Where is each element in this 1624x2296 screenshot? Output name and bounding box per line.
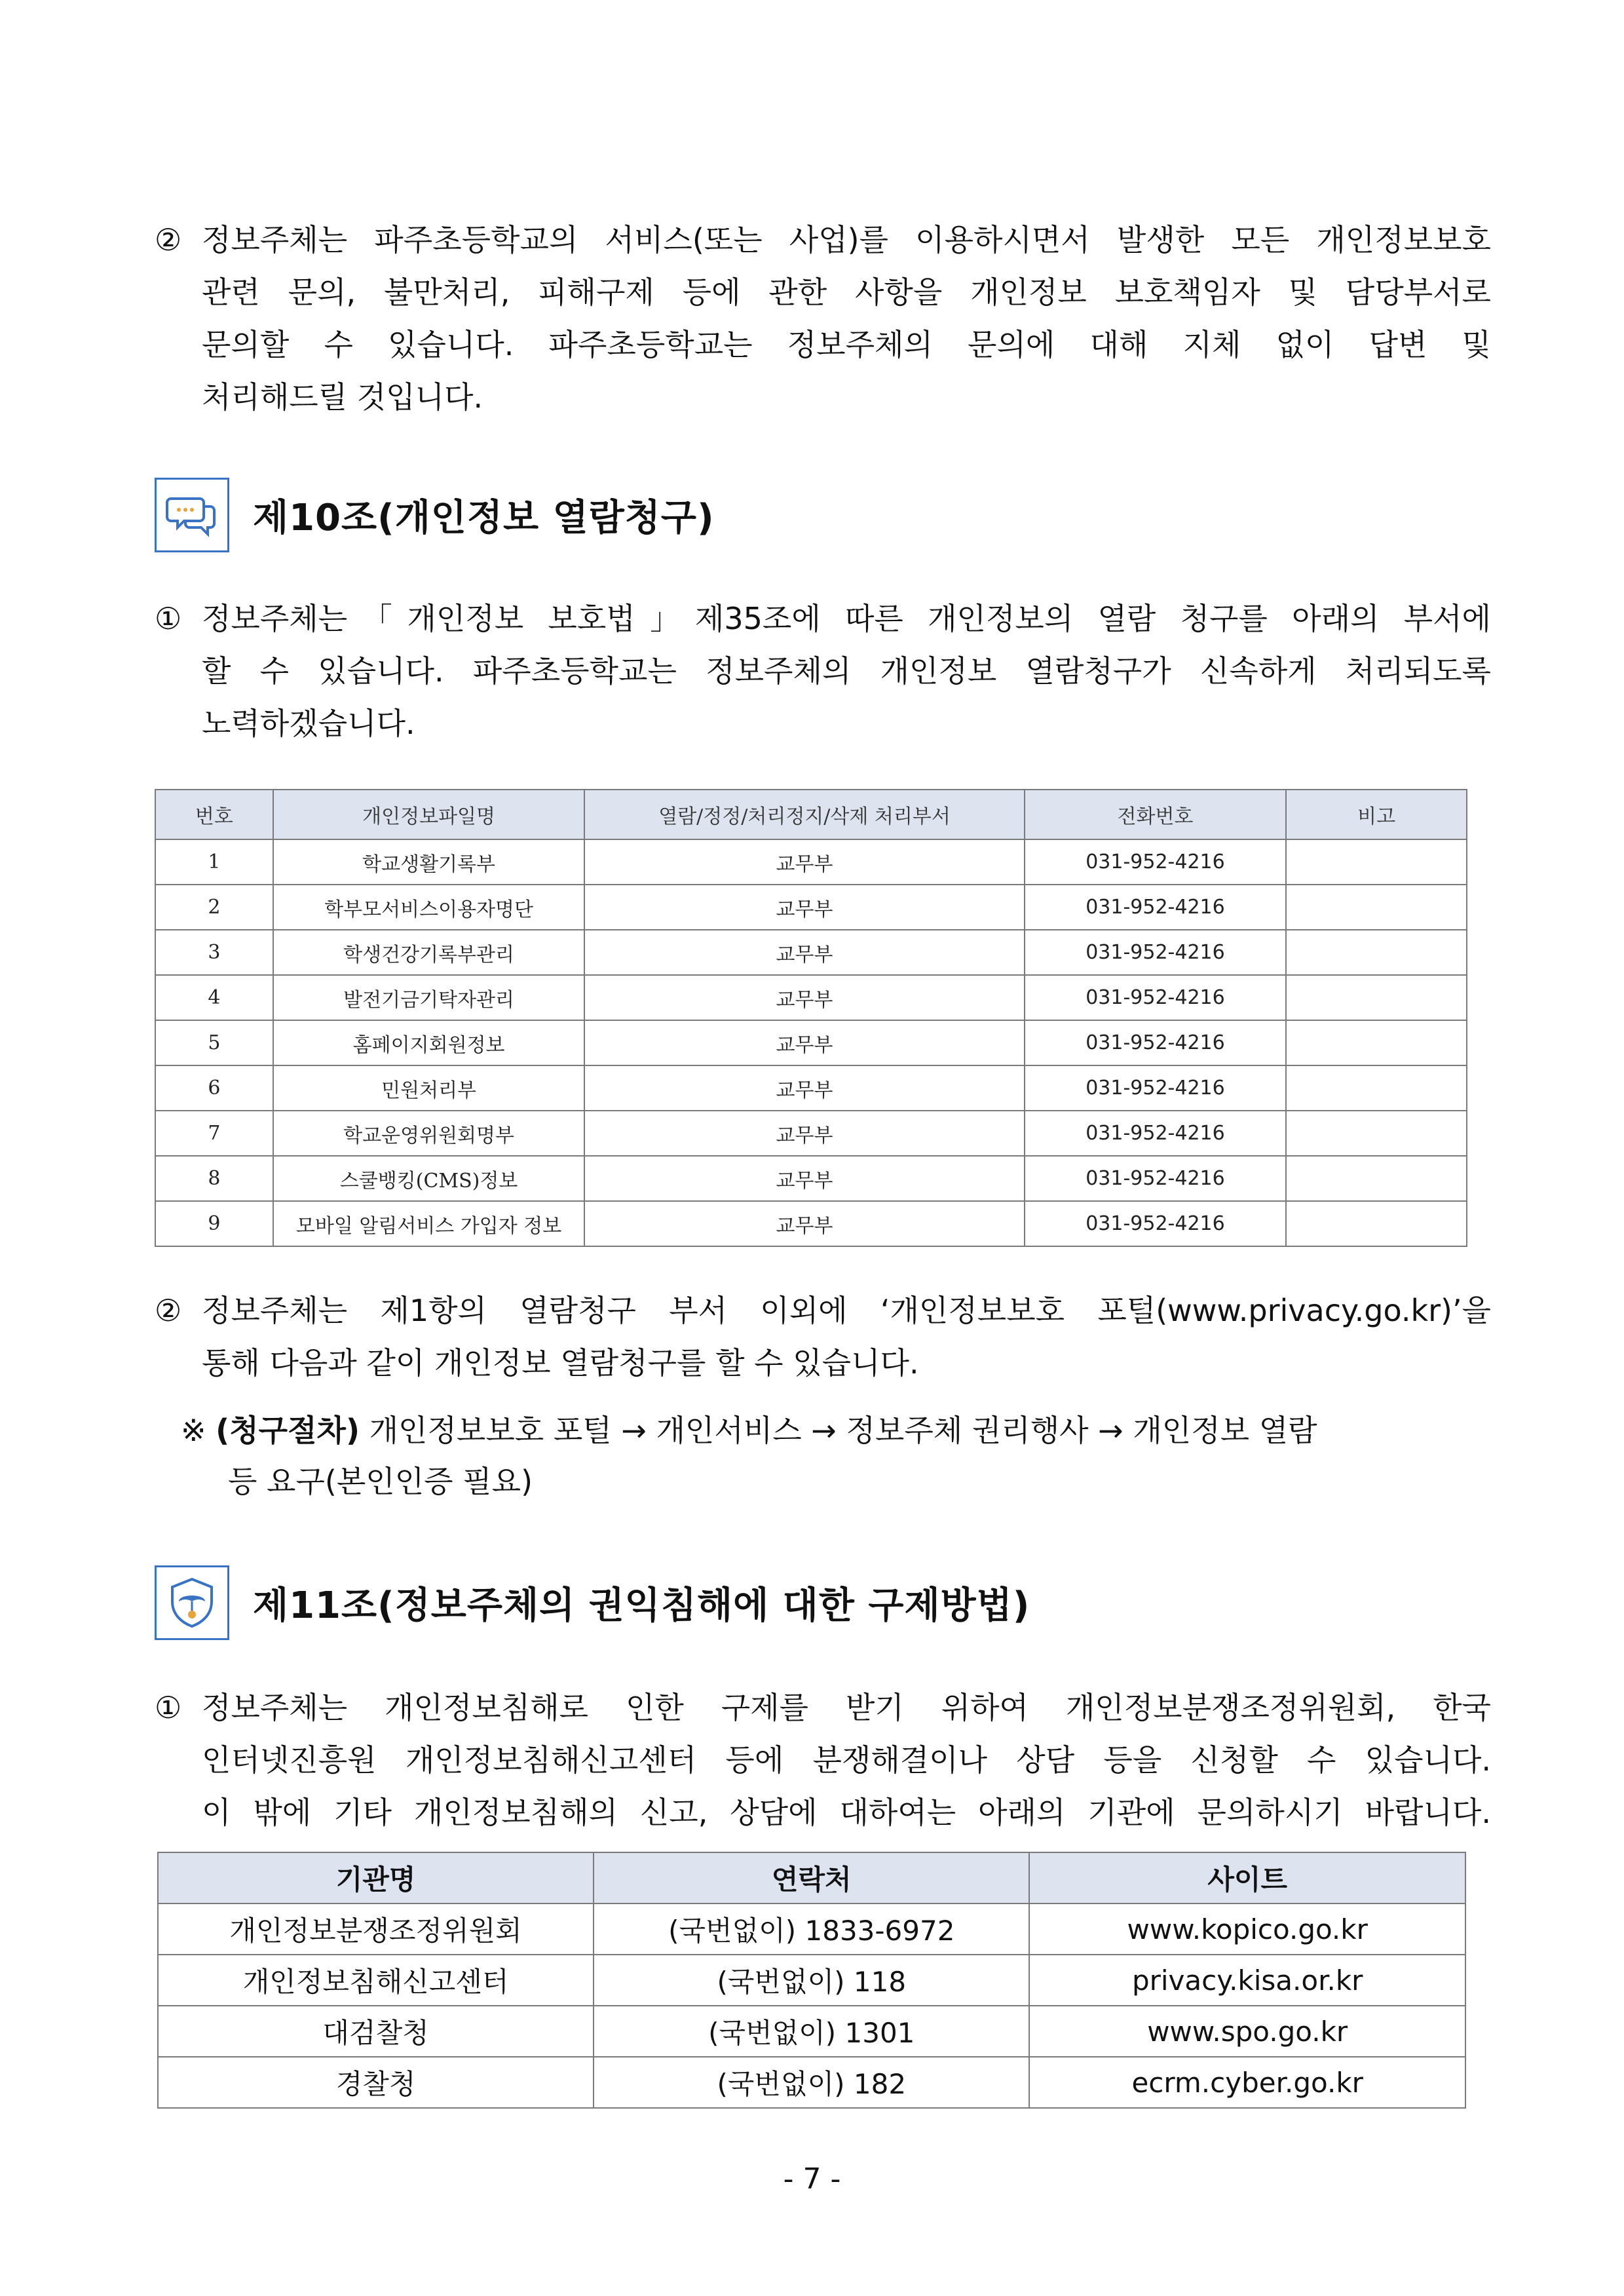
cell-remarks <box>1286 1020 1467 1065</box>
header-agency: 기관명 <box>158 1852 594 1904</box>
paragraph-line: 정보주체는「개인정보 보호법」제35조에 따른 개인정보의 열람 청구를 아래의 부서에 <box>202 601 1491 636</box>
cell-number: 7 <box>155 1111 273 1156</box>
cell-department: 교무부 <box>584 930 1024 975</box>
article10-heading <box>155 476 715 554</box>
cell-phone: 031-952-4216 <box>1025 1020 1287 1065</box>
request-procedure-note <box>181 1405 1491 1507</box>
cell-agency: 개인정보침해신고센터 <box>158 1955 594 2006</box>
header-remarks: 비고 <box>1286 790 1467 839</box>
cell-contact: (국번없이) 182 <box>594 2057 1029 2108</box>
cell-department: 교무부 <box>584 839 1024 885</box>
cell-number: 2 <box>155 885 273 930</box>
cell-file-name: 학생건강기록부관리 <box>273 930 585 975</box>
paragraph-line: 정보주체는 제1항의 열람청구 부서 이외에 ‘개인정보보호 포털(www.privacy.go.kr)’을 <box>202 1293 1491 1328</box>
item-number: ① <box>155 601 182 636</box>
cell-number: 5 <box>155 1020 273 1065</box>
article11-title: 제11조(정보주체의 권익침해에 대한 구제방법) <box>253 1584 1030 1627</box>
cell-remarks <box>1286 1111 1467 1156</box>
paragraph-line: 이 밖에 기타 개인정보침해의 신고, 상담에 대하여는 아래의 기관에 문의하시기 바랍니다. <box>202 1795 1491 1830</box>
table-row <box>155 1201 1467 1246</box>
note-line: 등 요구(본인인증 필요) <box>228 1464 533 1499</box>
paragraph-line: 처리해드릴 것입니다. <box>202 379 483 415</box>
section9-paragraph-2 <box>155 214 1491 423</box>
note-mark: ※ <box>181 1413 206 1448</box>
header-site: 사이트 <box>1029 1852 1465 1904</box>
paragraph-line: 통해 다음과 같이 개인정보 열람청구를 할 수 있습니다. <box>202 1345 919 1381</box>
paragraph-line: 문의할 수 있습니다. 파주초등학교는 정보주체의 문의에 대해 지체 없이 답변 및 <box>202 327 1491 362</box>
article10-paragraph-1 <box>155 592 1491 750</box>
cell-remarks <box>1286 1156 1467 1201</box>
table-row <box>158 2006 1465 2057</box>
cell-department: 교무부 <box>584 1020 1024 1065</box>
article11-paragraph-1 <box>155 1681 1491 1839</box>
cell-file-name: 학부모서비스이용자명단 <box>273 885 585 930</box>
paragraph-line: 정보주체는 파주초등학교의 서비스(또는 사업)를 이용하시면서 발생한 모든 개인정보보호 <box>202 222 1491 258</box>
cell-phone: 031-952-4216 <box>1025 1111 1287 1156</box>
cell-remarks <box>1286 885 1467 930</box>
header-number: 번호 <box>155 790 273 839</box>
note-line <box>181 1405 1491 1456</box>
cell-number: 9 <box>155 1201 273 1246</box>
cell-file-name: 홈페이지회원정보 <box>273 1020 585 1065</box>
cell-site: www.kopico.go.kr <box>1029 1904 1465 1955</box>
cell-department: 교무부 <box>584 1156 1024 1201</box>
cell-number: 8 <box>155 1156 273 1201</box>
cell-department: 교무부 <box>584 1111 1024 1156</box>
note-label: (청구절차) <box>216 1413 360 1448</box>
header-department: 열람/정정/처리정지/삭제 처리부서 <box>584 790 1024 839</box>
table-row <box>158 2057 1465 2108</box>
remedy-agencies-table <box>157 1852 1466 2109</box>
cell-phone: 031-952-4216 <box>1025 839 1287 885</box>
cell-department: 교무부 <box>584 885 1024 930</box>
table-row <box>155 1020 1467 1065</box>
table-row <box>155 930 1467 975</box>
cell-file-name: 학교생활기록부 <box>273 839 585 885</box>
header-file-name: 개인정보파일명 <box>273 790 585 839</box>
item-number: ① <box>155 1690 182 1725</box>
cell-department: 교무부 <box>584 1065 1024 1111</box>
cell-remarks <box>1286 839 1467 885</box>
item-number: ② <box>155 222 182 258</box>
cell-phone: 031-952-4216 <box>1025 1156 1287 1201</box>
cell-phone: 031-952-4216 <box>1025 930 1287 975</box>
cell-agency: 대검찰청 <box>158 2006 594 2057</box>
cell-number: 4 <box>155 975 273 1020</box>
cell-number: 6 <box>155 1065 273 1111</box>
paragraph-line: 노력하겠습니다. <box>202 706 415 741</box>
cell-agency: 경찰청 <box>158 2057 594 2108</box>
item-number: ② <box>155 1293 182 1328</box>
chat-bubbles-icon <box>155 478 229 552</box>
cell-contact: (국번없이) 1833-6972 <box>594 1904 1029 1955</box>
cell-file-name: 발전기금기탁자관리 <box>273 975 585 1020</box>
paragraph-line: 할 수 있습니다. 파주초등학교는 정보주체의 개인정보 열람청구가 신속하게 처리되도록 <box>202 653 1491 689</box>
cell-number: 1 <box>155 839 273 885</box>
cell-file-name: 민원처리부 <box>273 1065 585 1111</box>
cell-remarks <box>1286 930 1467 975</box>
note-text: 개인정보보호 포털 → 개인서비스 → 정보주체 권리행사 → 개인정보 열람 <box>359 1413 1317 1448</box>
access-request-table <box>155 789 1467 1247</box>
header-contact: 연락처 <box>594 1852 1029 1904</box>
table-row <box>155 975 1467 1020</box>
cell-number: 3 <box>155 930 273 975</box>
table-row <box>155 885 1467 930</box>
cell-phone: 031-952-4216 <box>1025 1065 1287 1111</box>
cell-site: privacy.kisa.or.kr <box>1029 1955 1465 2006</box>
cell-contact: (국번없이) 1301 <box>594 2006 1029 2057</box>
article11-heading <box>155 1563 1030 1642</box>
cell-agency: 개인정보분쟁조정위원회 <box>158 1904 594 1955</box>
table-row <box>155 1111 1467 1156</box>
cell-file-name: 모바일 알림서비스 가입자 정보 <box>273 1201 585 1246</box>
paragraph-line: 인터넷진흥원 개인정보침해신고센터 등에 분쟁해결이나 상담 등을 신청할 수 있습니다. <box>202 1742 1491 1778</box>
cell-contact: (국번없이) 118 <box>594 1955 1029 2006</box>
cell-phone: 031-952-4216 <box>1025 975 1287 1020</box>
page-number: - 7 - <box>783 2162 841 2196</box>
umbrella-shield-icon <box>155 1565 229 1640</box>
cell-site: www.spo.go.kr <box>1029 2006 1465 2057</box>
cell-site: ecrm.cyber.go.kr <box>1029 2057 1465 2108</box>
cell-phone: 031-952-4216 <box>1025 885 1287 930</box>
table-row <box>158 1955 1465 2006</box>
cell-department: 교무부 <box>584 975 1024 1020</box>
table-row <box>155 1065 1467 1111</box>
table-row <box>158 1904 1465 1955</box>
cell-remarks <box>1286 1065 1467 1111</box>
article10-paragraph-2 <box>155 1284 1491 1389</box>
paragraph-line: 관련 문의, 불만처리, 피해구제 등에 관한 사항을 개인정보 보호책임자 및 담당부서로 <box>202 275 1491 310</box>
header-phone: 전화번호 <box>1025 790 1287 839</box>
table-header-row <box>155 790 1467 839</box>
cell-phone: 031-952-4216 <box>1025 1201 1287 1246</box>
table-row <box>155 839 1467 885</box>
cell-remarks <box>1286 975 1467 1020</box>
cell-remarks <box>1286 1201 1467 1246</box>
table-row <box>155 1156 1467 1201</box>
table-header-row <box>158 1852 1465 1904</box>
article10-title: 제10조(개인정보 열람청구) <box>253 497 715 539</box>
cell-file-name: 스쿨뱅킹(CMS)정보 <box>273 1156 585 1201</box>
paragraph-line: 정보주체는 개인정보침해로 인한 구제를 받기 위하여 개인정보분쟁조정위원회, 한국 <box>202 1690 1491 1725</box>
cell-department: 교무부 <box>584 1201 1024 1246</box>
cell-file-name: 학교운영위원회명부 <box>273 1111 585 1156</box>
